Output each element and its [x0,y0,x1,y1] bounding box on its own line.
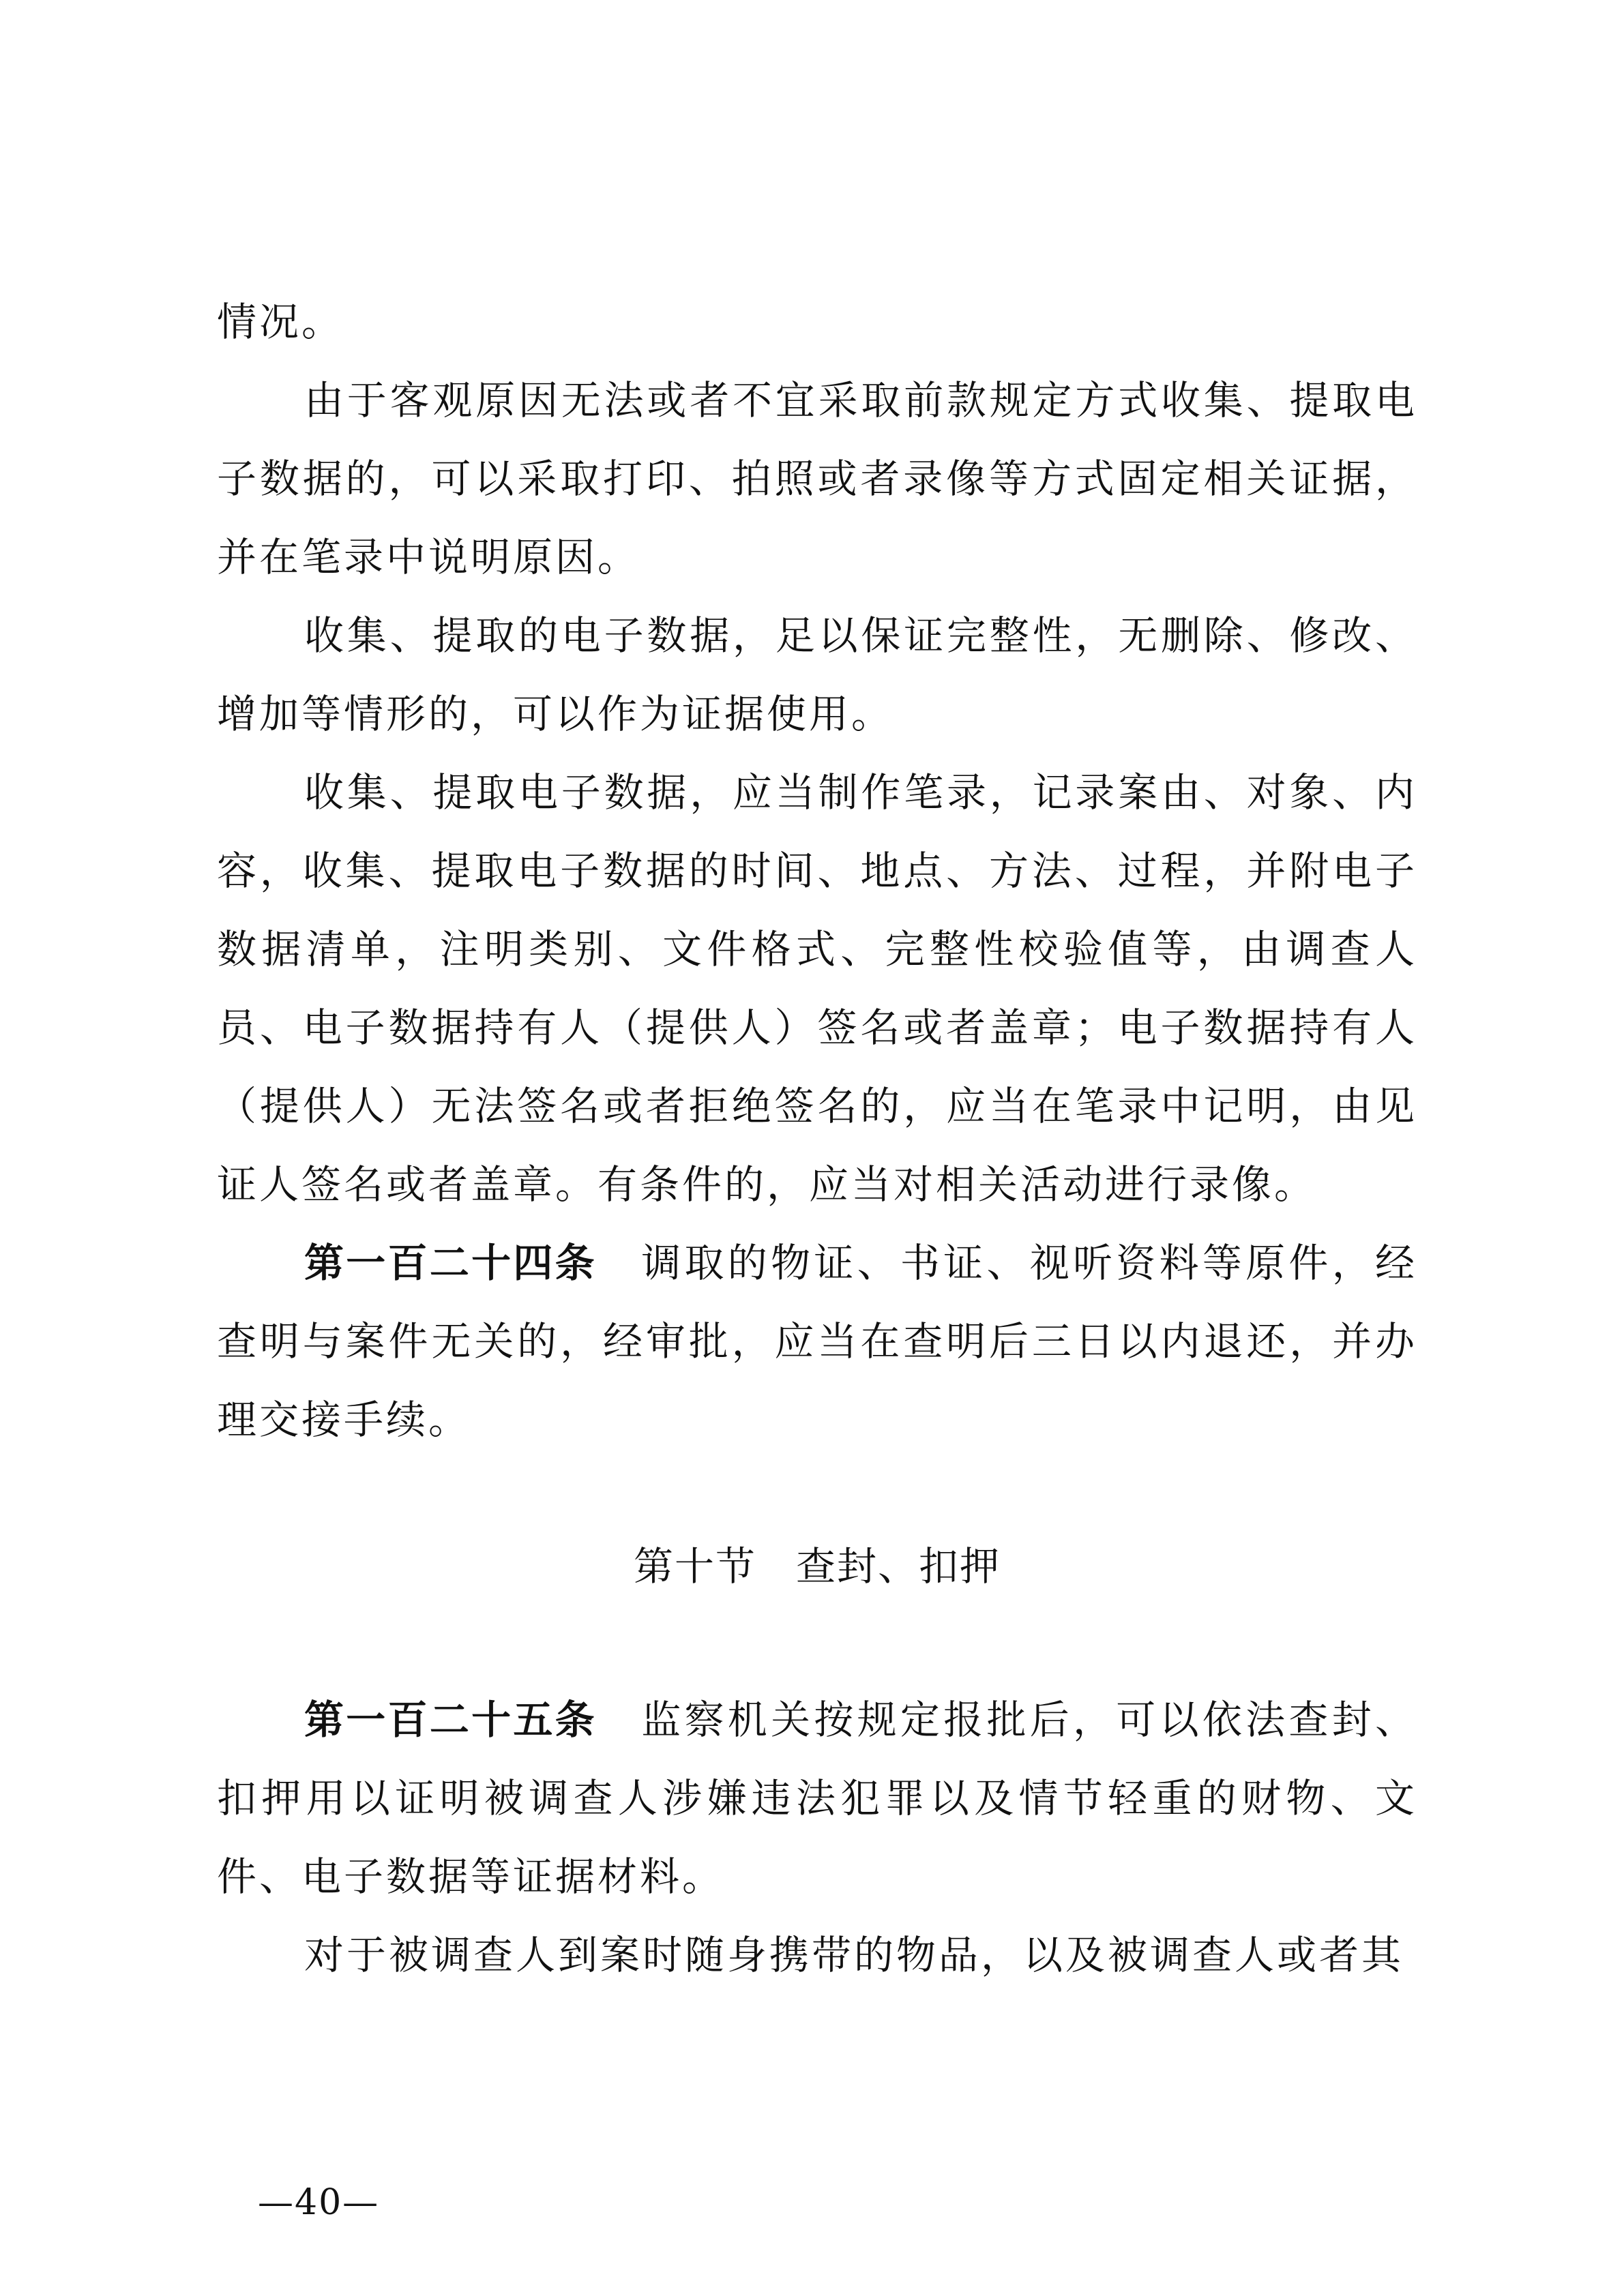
article-125-number: 第一百二十五条 [304,1697,597,1743]
section-number: 第十节 [633,1543,756,1590]
page-number: —40— [258,2182,380,2223]
paragraph-evidence-use: 收集、提取的电子数据，足以保证完整性，无删除、修改、增加等情形的，可以作为证据使用。 [217,612,1417,737]
paragraph-fixing-evidence: 由于客观原因无法或者不宜采取前款规定方式收集、提取电子数据的，可以采取打印、拍照或者录像等方式固定相关证据，并在笔录中说明原因。 [217,377,1417,580]
paragraph-record-making: 收集、提取电子数据，应当制作笔录，记录案由、对象、内容，收集、提取电子数据的时间、地点、方法、过程，并附电子数据清单，注明类别、文件格式、完整性校验值等，由调查人员、电子数据持有人（提供人）签名或者盖章；电子数据持有人（提供人）无法签名或者拒绝签名的，应当在笔录中记明，由见证人签名或者盖章。有条件的，应当对相关活动进行录像。 [217,769,1417,1208]
article-124 [217,1224,1417,1459]
section-heading [217,1527,1417,1606]
section-title: 查封、扣押 [796,1543,1001,1590]
article-124-text: 调取的物证、书证、视听资料等原件，经查明与案件无关的，经审批，应当在查明后三日以内退还，并办理交接手续。 [217,1240,1417,1443]
paragraph-carried-items: 对于被调查人到案时随身携带的物品，以及被调查人或者其 [304,1932,1404,1978]
article-125-text: 监察机关按规定报批后，可以依法查封、扣押用以证明被调查人涉嫌违法犯罪以及情节轻重的财物、文件、电子数据等证据材料。 [217,1697,1417,1900]
article-125 [217,1681,1417,1916]
article-124-number: 第一百二十四条 [304,1240,597,1286]
continuation-paragraph: 情况。 [217,299,344,345]
body-text [217,283,1417,1995]
